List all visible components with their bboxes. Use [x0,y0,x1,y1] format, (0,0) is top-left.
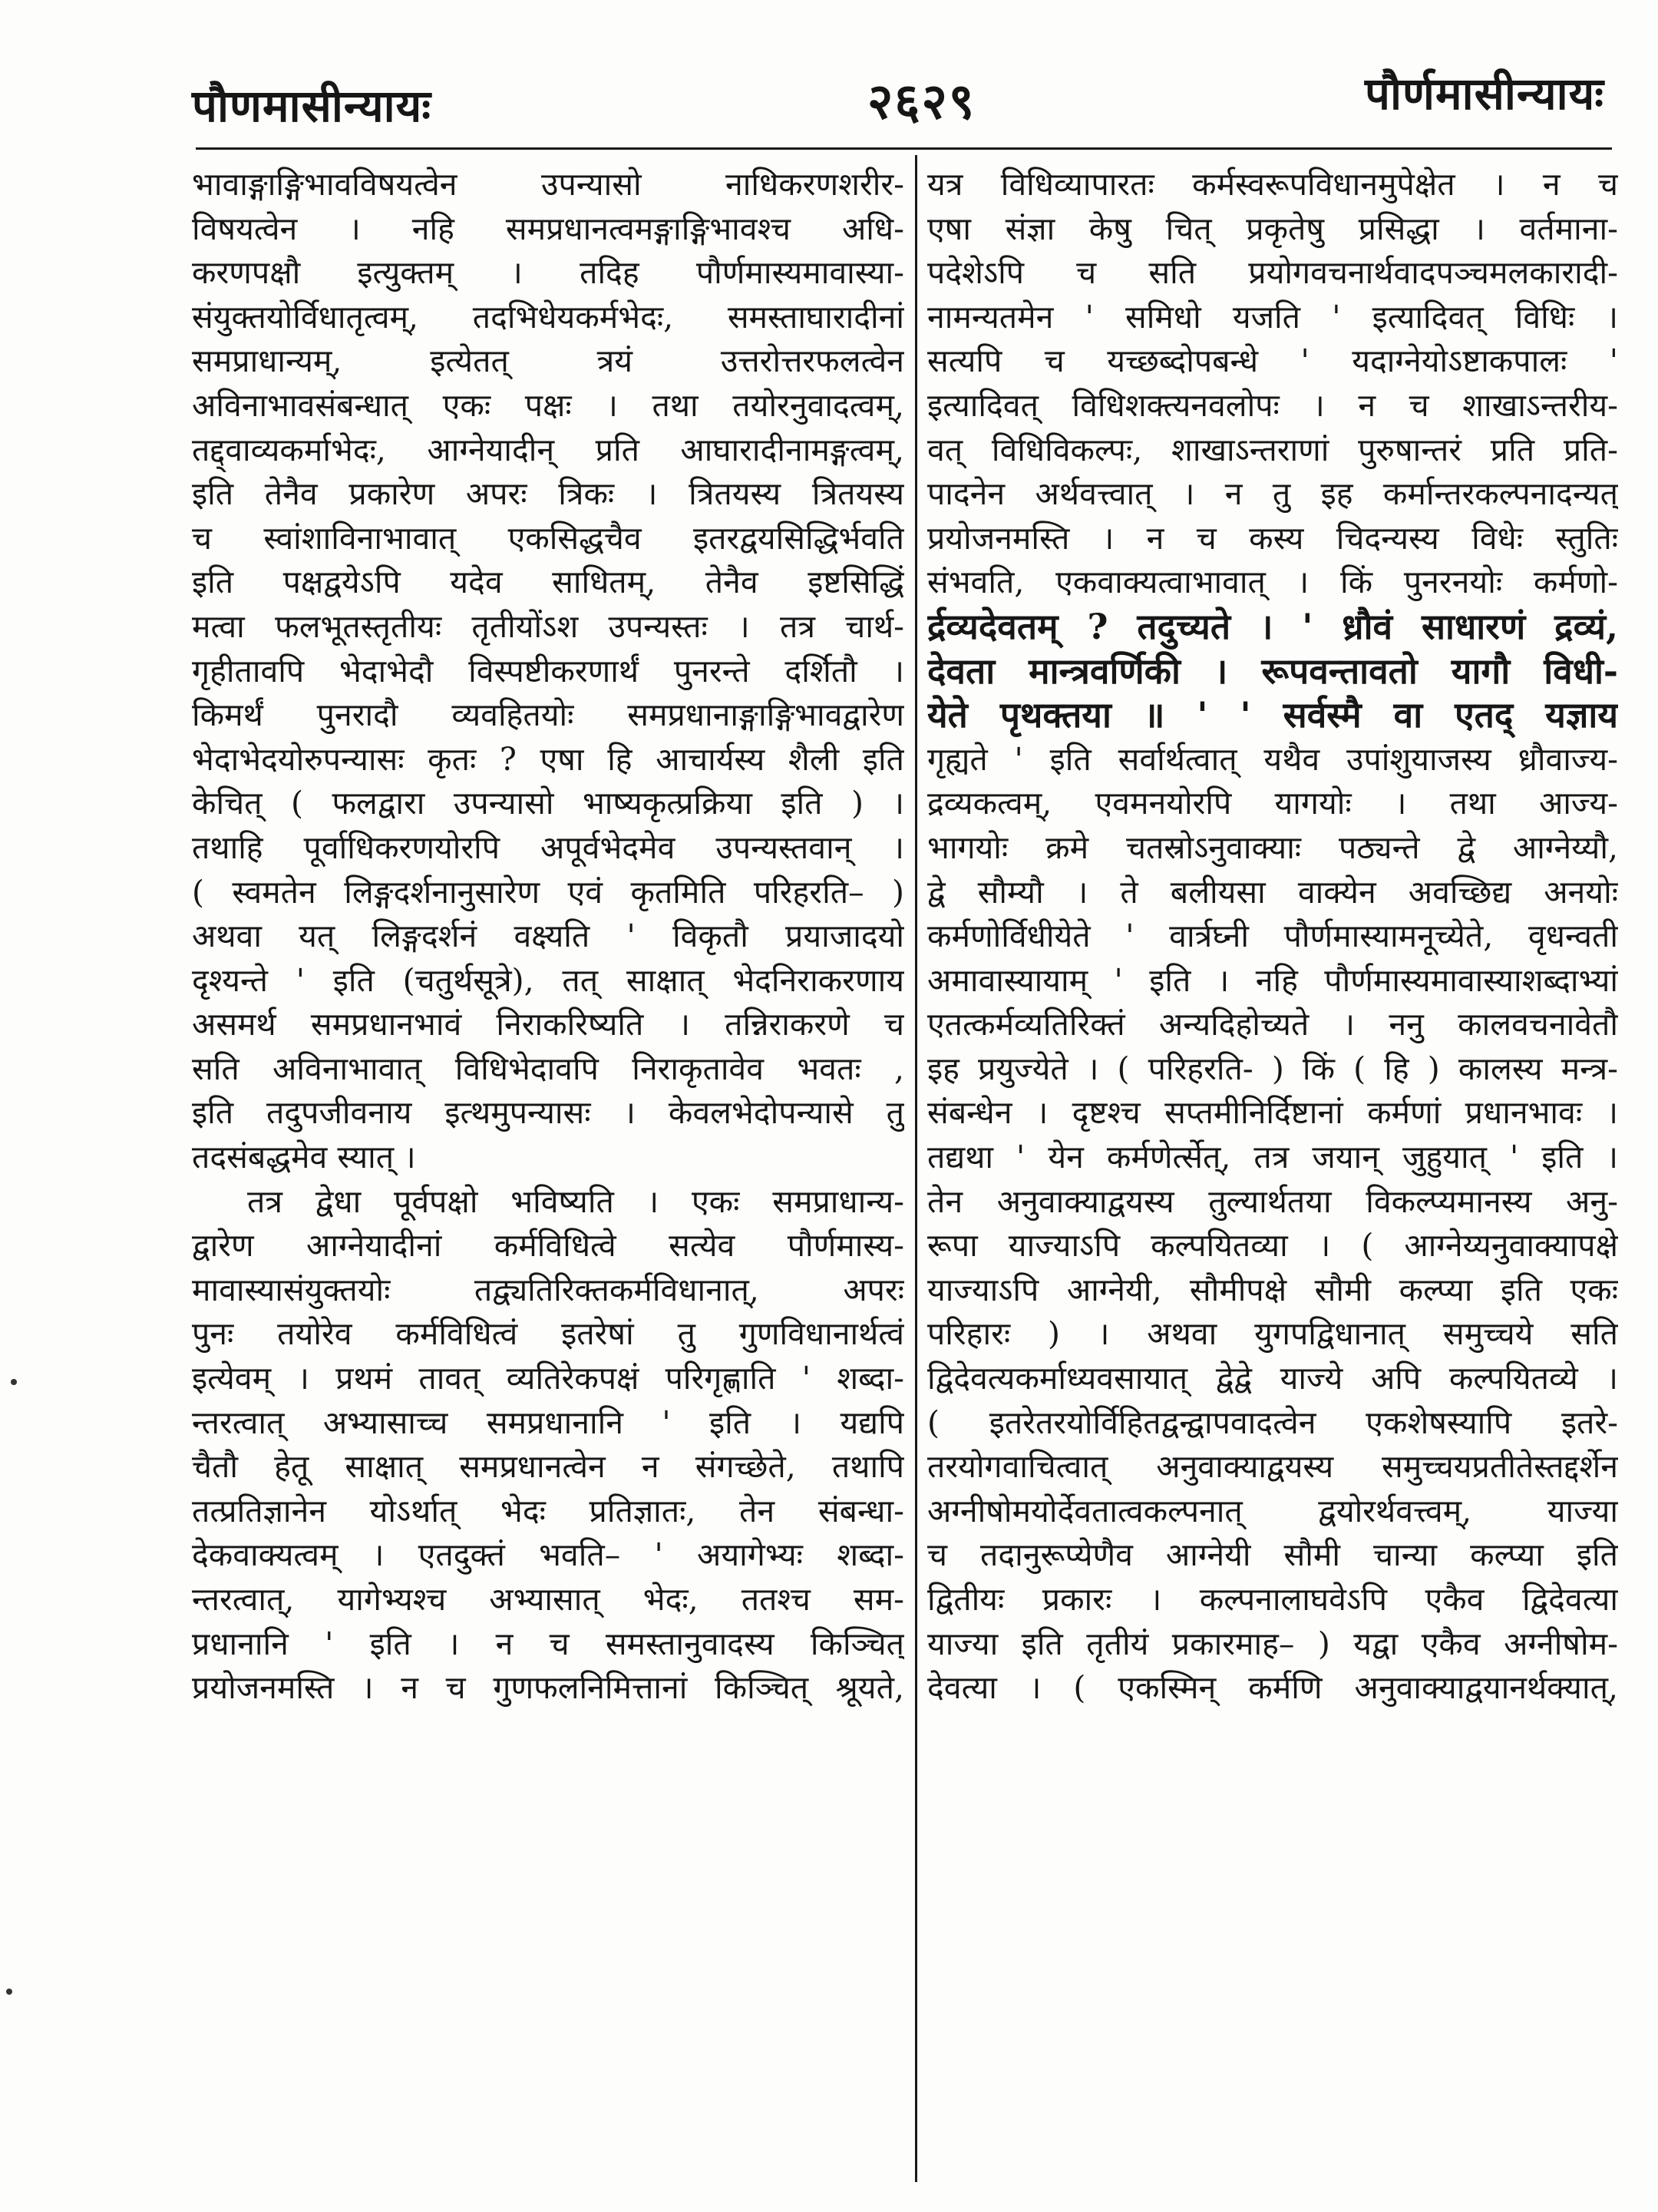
text-line: प्रयोजनमस्ति । न च कस्य चिदन्यस्य विधेः स्तुतिः [927,519,1618,557]
text-line: भावाङ्गाङ्गिभावविषयत्वेन उपन्यासो नाधिकरणशरीर- [192,166,904,203]
text-line: सत्यपि च यच्छब्दोपबन्धे ' यदाग्नेयोऽष्टाकपालः ' [927,342,1618,380]
text-line: दृश्यन्ते ' इति (चतुर्थसूत्रे), तत् साक्षात् भेदनिराकरणाय [192,961,904,999]
text-line: तत्प्रतिज्ञानेन योऽर्थात् भेदः प्रतिज्ञातः, तेन संबन्धा- [192,1492,904,1529]
text-line: अग्नीषोमयोर्देवतात्वकल्पनात् द्वयोरर्थवत्त्वम्, याज्या [927,1492,1618,1529]
header-rule [196,147,1612,150]
text-line: पादनेन अर्थवत्त्वात् । न तु इह कर्मान्तरकल्पनादन्यत् [927,475,1618,513]
text-line: गृह्यते ' इति सर्वार्थत्वात् यथैव उपांशुयाजस्य ध्रौवाज्य- [927,740,1618,778]
right-text-column [927,163,1618,2174]
text-line: परिहारः ) । अथवा युगपद्विधानात् समुच्चये सति [927,1315,1618,1353]
text-line: सति अविनाभावात् विधिभेदावपि निराकृतावेव भवतः , [192,1050,904,1087]
running-header [192,61,1604,146]
text-line: इह प्रयुज्येते । ( परिहरति- ) किं ( हि ) कालस्य मन्त्र- [927,1050,1618,1087]
text-line: तेन अनुवाक्याद्वयस्य तुल्यार्थतया विकल्प्यमानस्य अनु- [927,1182,1618,1220]
text-line: कर्मणोर्विधीयेते ' वार्त्रघ्नी पौर्णमास्यामनूच्येते, वृधन्वती [927,918,1618,955]
text-line: मत्वा फलभूतस्तृतीयः तृतीयोंऽश उपन्यस्तः । तत्र चार्थ- [192,607,904,645]
text-line: च स्वांशाविनाभावात् एकसिद्धचैव इतरद्वयसिद्धिर्भवति [192,519,904,557]
text-line: न्तरत्वात्, यागेभ्यश्च अभ्यासात् भेदः, ततश्च सम- [192,1581,904,1618]
text-line: चैतौ हेतू साक्षात् समप्रधानत्वेन न संगच्छेते, तथापि [192,1448,904,1486]
text-line: एषा संज्ञा केषु चित् प्रकृतेषु प्रसिद्धा । वर्तमाना- [927,210,1618,247]
column-divider [915,155,917,2182]
text-line: किमर्थं पुनरादौ व्यवहितयोः समप्रधानाङ्गाङ्गिभावद्वारेण [192,696,904,734]
text-line: भेदाभेदयोरुपन्यासः कृतः ? एषा हि आचार्यस्य शैली इति [192,740,904,778]
text-line: इति तेनैव प्रकारेण अपरः त्रिकः । त्रितयस्य त्रितयस्य [192,475,904,513]
text-line: अथवा यत् लिङ्गदर्शनं वक्ष्यति ' विकृतौ प्रयाजादयो [192,918,904,955]
text-line: तथाहि पूर्वाधिकरणयोरपि अपूर्वभेदमेव उपन्यस्तवान् । [192,828,904,866]
text-line: द्वितीयः प्रकारः । कल्पनालाघवेऽपि एकैव द्विदेवत्या [927,1581,1618,1618]
text-line: तरयोगवाचित्वात् अनुवाक्याद्वयस्य समुच्चयप्रतीतेस्तद्दर्शेन [927,1448,1618,1486]
text-line: देवता मान्त्रवर्णिकी । रूपवन्तावतो यागौ विधी- [927,650,1618,692]
text-line: देवत्या । ( एकस्मिन् कर्मणि अनुवाक्याद्वयानर्थक्यात्, [927,1669,1618,1707]
text-line: भागयोः क्रमे चतस्रोऽनुवाक्याः पठ्यन्ते द्वे आग्नेय्यौ, [927,828,1618,866]
text-line: रूपा याज्याऽपि कल्पयितव्या । ( आग्नेय्यनुवाक्यापक्षे [927,1227,1618,1265]
text-line: द्वारेण आग्नेयादीनां कर्मविधित्वे सत्येव पौर्णमास्य- [192,1227,904,1265]
text-line: संबन्धेन । दृष्टश्च सप्तमीनिर्दिष्टानां कर्मणां प्रधानभावः । [927,1094,1618,1132]
text-line: एतत्कर्मव्यतिरिक्तं अन्यदिहोच्यते । ननु कालवचनावेतौ [927,1006,1618,1043]
text-line: न्तरत्वात् अभ्यासाच्च समप्रधानानि ' इति । यद्यपि [192,1404,904,1441]
text-line: द्रव्यकत्वम्, एवमनयोरपि यागयोः । तथा आज्य- [927,785,1618,822]
text-line: इत्येवम् । प्रथमं तावत् व्यतिरेकपक्षं परिगृह्णाति ' शब्दा- [192,1360,904,1397]
text-line: समप्राधान्यम्, इत्येतत् त्रयं उत्तरोत्तरफलत्वेन [192,342,904,380]
text-line: र्द्रव्यदेवतम् ? तदुच्यते । ' ध्रौवं साधारणं द्रव्यं, [927,605,1618,647]
text-line: द्वे सौम्यौ । ते बलीयसा वाक्येन अवच्छिद्य अनयोः [927,873,1618,911]
text-line: तद्यथा ' येन कर्मणेर्त्सेत्, तत्र जयान् जुहुयात् ' इति । [927,1139,1618,1176]
text-line: गृहीतावपि भेदाभेदौ विस्पष्टीकरणार्थं पुनरन्ते दर्शितौ । [192,652,904,689]
text-line: पुनः तयोरेव कर्मविधित्वं इतरेषां तु गुणविधानार्थत्वं [192,1315,904,1353]
text-line: नामन्यतमेन ' समिधो यजति ' इत्यादिवत् विधिः । [927,298,1618,336]
text-line: तत्र द्वेधा पूर्वपक्षो भविष्यति । एकः समप्राधान्य- [247,1182,904,1220]
text-line: ( इतरेतरयोर्विहितद्वन्द्वापवादत्वेन एकशेषस्यापि इतरे- [927,1404,1618,1441]
text-line: च तदानुरूप्येणैव आग्नेयी सौमी चान्या कल्प्या इति [927,1536,1618,1574]
text-line: पदेशेऽपि च सति प्रयोगवचनार्थवादपञ्चमलकारादी- [927,254,1618,292]
text-line: अविनाभावसंबन्धात् एकः पक्षः । तथा तयोरनुवादत्वम्, [192,386,904,424]
text-line: ( स्वमतेन लिङ्गदर्शनानुसारेण एवं कृतमिति परिहरति– ) [192,873,904,911]
left-text-column [192,163,904,2174]
text-line: याज्याऽपि आग्नेयी, सौमीपक्षे सौमी कल्प्या इति एकः [927,1271,1618,1308]
text-line: तद्द्वाव्यकर्माभेदः, आग्नेयादीन् प्रति आघारादीनामङ्गत्वम्, [192,431,904,468]
margin-dot [11,1379,17,1385]
text-line: संभवति, एकवाक्यत्वाभावात् । किं पुनरनयोः कर्मणो- [927,564,1618,601]
text-line: इत्यादिवत् विधिशक्त्यनवलोपः । न च शाखाऽन्तरीय- [927,386,1618,424]
text-line: संयुक्तयोर्विधातृत्वम्, तदभिधेयकर्मभेदः, समस्ताघारादीनां [192,298,904,336]
text-line: मावास्यासंयुक्तयोः तद्व्यतिरिक्तकर्मविधानात्, अपरः [192,1271,904,1308]
header-right-title: पौर्णमासीन्यायः [1365,68,1604,120]
text-line: वत् विधिविकल्पः, शाखाऽन्तराणां पुरुषान्तरं प्रति प्रति- [927,431,1618,468]
text-line: इति पक्षद्वयेऽपि यदेव साधितम्, तेनैव इष्टसिद्धिं [192,564,904,601]
text-line: याज्या इति तृतीयं प्रकारमाह– ) यद्वा एकैव अग्नीषोम- [927,1625,1618,1662]
text-line: देकवाक्यत्वम् । एतदुक्तं भवति– ' अयागेभ्यः शब्दा- [192,1536,904,1574]
page-number: २६२९ [867,73,976,131]
text-line: येते पृथक्तया ॥ ' ' सर्वस्मै वा एतद् यज्ञाय [927,694,1618,736]
text-line: प्रधानानि ' इति । न च समस्तानुवादस्य किञ्चित् [192,1625,904,1662]
header-left-title: पौणमासीन्यायः [192,80,431,132]
margin-dot [6,1989,12,1995]
text-line: प्रयोजनमस्ति । न च गुणफलनिमित्तानां किञ्चित् श्रूयते, [192,1669,904,1707]
text-line: केचित् ( फलद्वारा उपन्यासो भाष्यकृत्प्रक्रिया इति ) । [192,785,904,822]
text-line: इति तदुपजीवनाय इत्थमुपन्यासः । केवलभेदोपन्यासे तु [192,1094,904,1132]
text-line: करणपक्षौ इत्युक्तम् । तदिह पौर्णमास्यमावास्या- [192,254,904,292]
text-line: द्विदेवत्यकर्माध्यवसायात् द्वेद्वे याज्ये अपि कल्पयितव्ये । [927,1360,1618,1397]
text-line: असमर्थ समप्रधानभावं निराकरिष्यति । तन्निराकरणे च [192,1006,904,1043]
text-line: तदसंबद्धमेव स्यात् । [192,1139,416,1176]
text-line: विषयत्वेन । नहि समप्रधानत्वमङ्गाङ्गिभावश्च अधि- [192,210,904,247]
text-line: अमावास्यायाम् ' इति । नहि पौर्णमास्यमावास्याशब्दाभ्यां [927,961,1618,999]
text-line: यत्र विधिव्यापारतः कर्मस्वरूपविधानमुपेक्षेत । न च [927,166,1618,203]
